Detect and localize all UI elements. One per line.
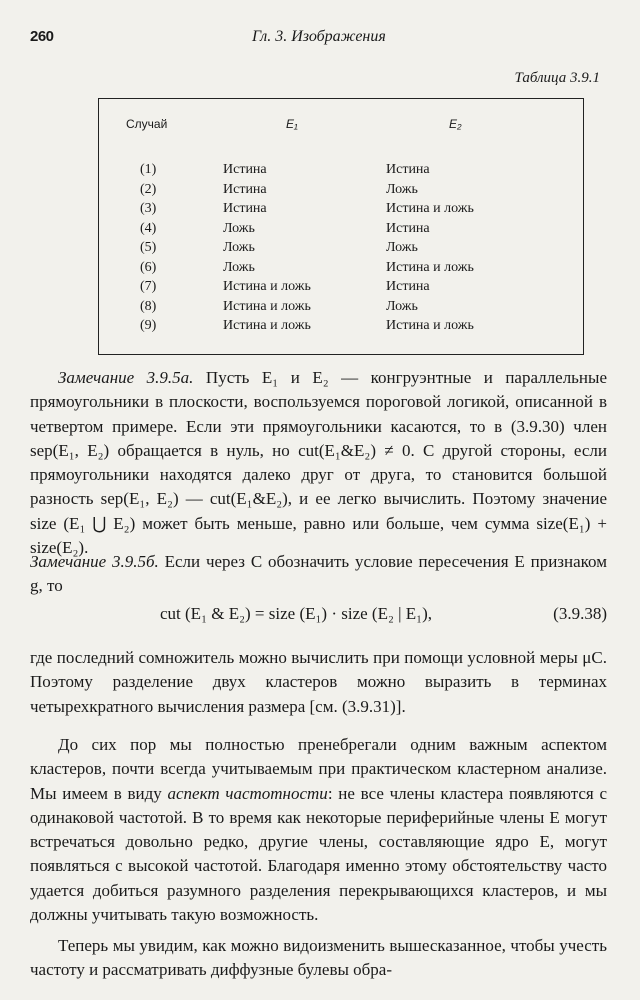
- table-row: [99, 240, 583, 260]
- cell-case: (7): [140, 279, 157, 294]
- paragraph-frequency: [30, 733, 607, 927]
- remark-b-text: Если через C обозначить условие пересечения E признаком g, то: [30, 552, 607, 596]
- page-number: 260: [30, 28, 54, 45]
- table-row: [99, 260, 583, 280]
- remark-b-paragraph: [30, 550, 607, 599]
- remark-a-paragraph: [30, 366, 607, 560]
- table-row: [99, 318, 583, 338]
- column-header-e2: E₂: [449, 117, 462, 131]
- frequency-aspect-emphasis: аспект частотности: [167, 783, 328, 803]
- table-row: [99, 299, 583, 319]
- chapter-title: Гл. 3. Изображения: [252, 28, 386, 45]
- cell-e1: Ложь: [223, 259, 255, 275]
- cell-case: (8): [140, 298, 157, 314]
- running-head: [30, 28, 610, 50]
- column-header-e1: E₁: [286, 117, 298, 131]
- remark-a-text: Пусть E₁ и E₂ — конгруэнтные и параллельные прямоугольники в плоскости, воспользуемся пороговой логикой, описанной в четвертом примере. Если эти прямоугольники касаются, то в (3.9.30) член sep(E₁, E₂) обращается в нуль, но cut(E₁&E₂) ≠ 0. С другой стороны, если прямоугольники находятся далеко друг от друга, то становится большой разность sep(E₁, E₂) — cut(E₁&E₂), и ее легко вычислить. Поэтому значение size (E₁ ⋃ E₂) может быть меньше, равно или больше, чем сумма size(E₁) + size(E₂).: [30, 368, 607, 558]
- table-row: [99, 201, 583, 221]
- column-header-case: Случай: [126, 117, 168, 131]
- table-caption: Таблица 3.9.1: [514, 70, 600, 86]
- table-row: [99, 221, 583, 241]
- cell-case: (1): [140, 162, 157, 177]
- cell-case: (2): [140, 181, 157, 197]
- formula: cut (E₁ & E₂) = size (E₁) · size (E₂ | E₁),: [160, 604, 433, 623]
- cell-e1: Истина и ложь: [223, 279, 311, 294]
- remark-a-lead: Замечание 3.9.5а.: [58, 368, 194, 387]
- cell-e2: Ложь: [386, 181, 418, 197]
- cell-e2: Истина: [386, 279, 430, 294]
- cell-e1: Ложь: [223, 240, 255, 255]
- paragraph-last: Теперь мы увидим, как можно видоизменить вышесказанное, чтобы учесть частоту и рассматривать диффузные булевы обра-: [30, 936, 607, 980]
- cell-e1: Истина и ложь: [223, 298, 311, 314]
- cell-case: (3): [140, 201, 157, 216]
- cell-e1: Ложь: [223, 220, 255, 236]
- formula-number: (3.9.38): [553, 604, 607, 623]
- cell-e2: Истина и ложь: [386, 259, 474, 275]
- table-row: [99, 182, 583, 202]
- paragraph-frequency-before: До сих пор мы полностью пренебрегали одним важным аспектом кластеров, почти всегда учитываемым при практическом кластерном анализе. Мы имеем в виду: [30, 735, 607, 803]
- cell-e2: Истина: [386, 162, 430, 177]
- truth-table: [98, 98, 584, 355]
- cell-e2: Истина и ложь: [386, 201, 474, 216]
- cell-e2: Истина и ложь: [386, 318, 474, 333]
- remark-b-lead: Замечание 3.9.5б.: [30, 552, 159, 571]
- cell-e1: Истина: [223, 201, 267, 216]
- paragraph-after-formula: где последний сомножитель можно вычислить при помощи условной меры μC. Поэтому разделение двух кластеров можно выразить в терминах четырехкратного вычисления размера [см. (3.9.31)].: [30, 648, 607, 716]
- cell-case: (5): [140, 240, 157, 255]
- cell-e1: Истина: [223, 181, 267, 197]
- table-row: [99, 162, 583, 182]
- cell-case: (4): [140, 220, 157, 236]
- cell-e2: Истина: [386, 220, 430, 236]
- paragraph-frequency-after: : не все члены кластера появляются с одинаковой частотой. В то время как некоторые периферийные члены E могут встречаться довольно редко, другие члены, составляющие ядро E, могут появляться с высокой частотой. Благодаря именно этому обстоятельству часто удается добиться разумного разделения перекрывающихся кластеров, и мы должны учитывать такую возможность.: [30, 783, 608, 925]
- cell-case: (6): [140, 259, 157, 275]
- table-row: [99, 279, 583, 299]
- cell-e2: Ложь: [386, 240, 418, 255]
- table-body: [99, 162, 583, 338]
- cell-case: (9): [140, 318, 157, 333]
- cell-e1: Истина и ложь: [223, 318, 311, 333]
- cell-e1: Истина: [223, 162, 267, 177]
- cell-e2: Ложь: [386, 298, 418, 314]
